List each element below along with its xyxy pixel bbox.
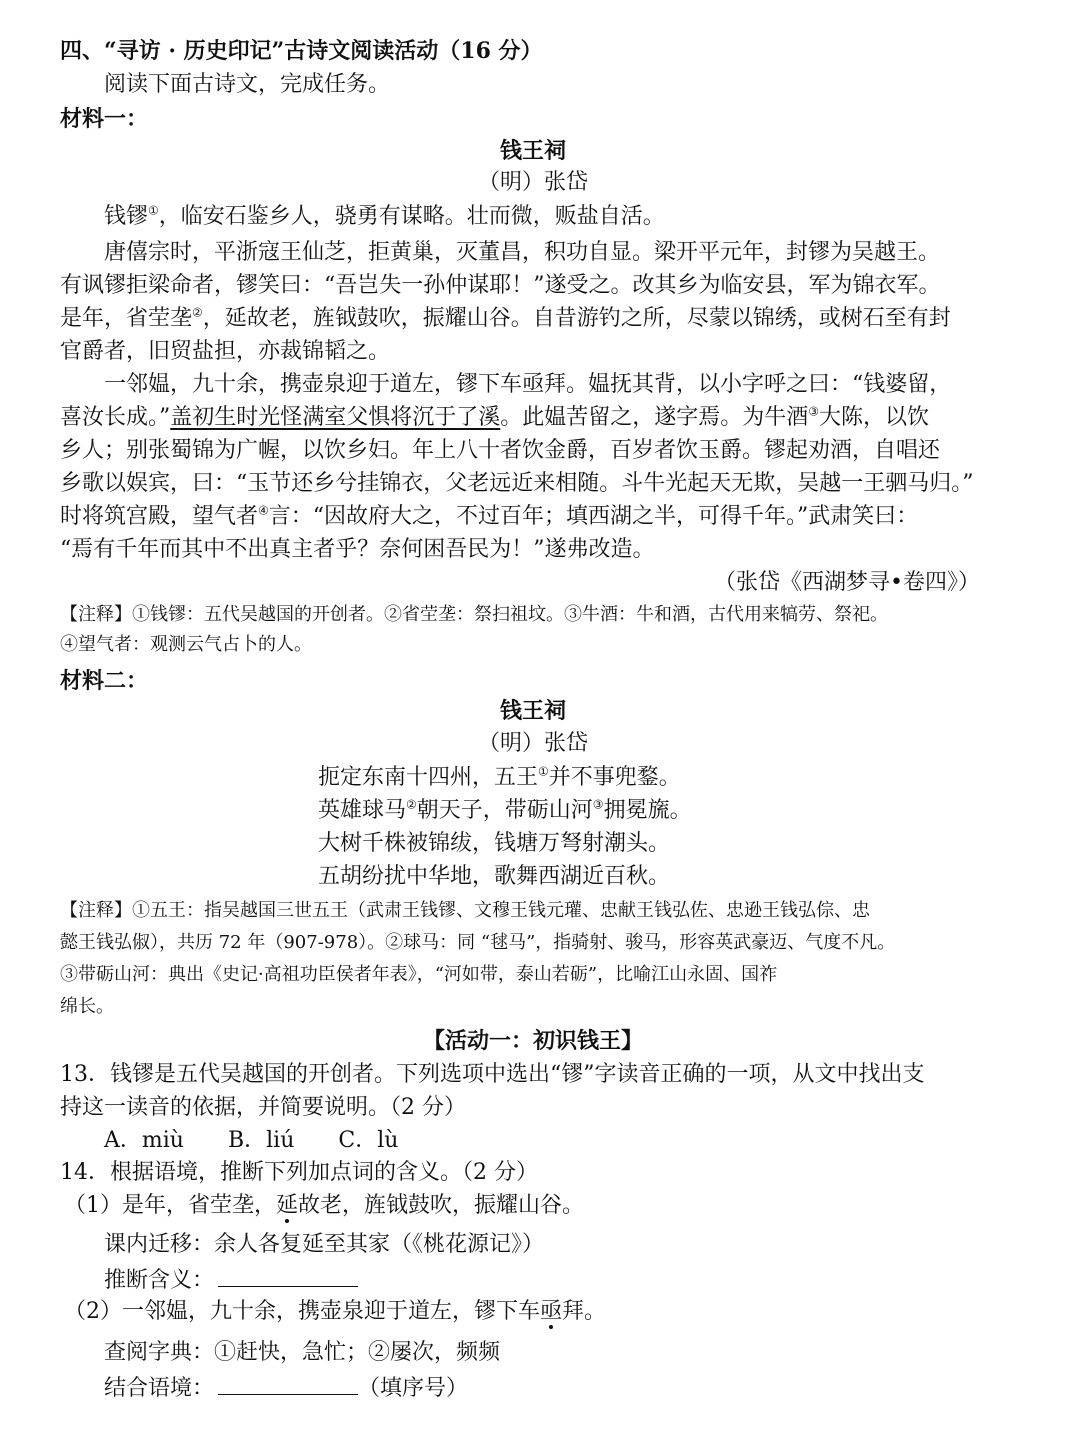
material1-p3-line1: 一邻媪，九十余，携壶泉迎于道左，镠下车亟拜。媪抚其背，以小字呼之曰：“钱婆留， [104, 372, 952, 397]
material1-p3-line5: 时将筑宫殿，望气者④言：“因故府大之，不过百年；填西湖之半，可得千年。”武肃笑曰： [60, 503, 919, 529]
poem-line-1: 扼定东南十四州，五王①并不事兜鍪。 [318, 764, 681, 790]
material1-author: （明）张岱 [477, 170, 588, 195]
option-a[interactable]: A．miù [104, 1128, 184, 1153]
material1-p3-line4: 乡歌以娱宾，曰：“玉节还乡兮挂锦衣，父老远近来相随。斗牛光起天无欺，吴越一王驷马归。” [60, 471, 974, 496]
material1-p3-line6: “焉有千年而其中不出真主者乎？奈何困吾民为！”遂弗改造。 [60, 537, 655, 562]
option-c[interactable]: C．lù [338, 1128, 399, 1153]
q14-2: （2）一邻媪，九十余，携壶泉迎于道左，镠下车亟拜。 [64, 1299, 607, 1324]
material2-note-line4: 绵长。 [60, 996, 114, 1017]
q14-2-dict: 查阅字典：①赶快，急忙；②屡次，频频 [104, 1340, 501, 1365]
material1-label: 材料一： [60, 106, 149, 132]
material1-p2-line2: 有讽镠拒梁命者，镠笑曰：“吾岂失一孙仲谋耶！”遂受之。改其乡为临安县，军为锦衣军。 [60, 273, 941, 298]
poem-line-2: 英雄球马②朝天子，带砺山河③拥冕旒。 [318, 797, 692, 823]
q14-1: （1）是年，省茔垄，延故老，旌钺鼓吹，振耀山谷。 [64, 1193, 585, 1218]
q14-stem: 14．根据语境，推断下列加点词的含义。（2 分） [60, 1160, 538, 1185]
q13-line1: 13．钱镠是五代吴越国的开创者。下列选项中选出“镠”字读音正确的一项，从文中找出支 [60, 1062, 925, 1087]
q13-options [104, 1126, 398, 1156]
instruction: 阅读下面古诗文，完成任务。 [104, 72, 391, 97]
q13-line2: 持这一读音的依据，并简要说明。（2 分） [60, 1095, 466, 1120]
material2-note-line1: 【注释】①五王：指吴越国三世五王（武肃王钱镠、文穆王钱元瓘、忠献王钱弘佐、忠逊王钱弘倧、忠 [60, 900, 870, 921]
poem-line-3: 大树千株被锦绂，钱塘万弩射潮头。 [318, 831, 671, 856]
underlined-sentence: 盖初生时光怪满室父惧将沉于了溪 [170, 405, 501, 430]
material1-p3-line2: 喜汝长成。”盖初生时光怪满室父惧将沉于了溪。此媪苦留之，遂字焉。为牛酒③大陈，以饮 [60, 404, 930, 430]
answer-blank-2[interactable] [218, 1372, 358, 1395]
material1-p2-line4: 官爵者，旧贸盐担，亦裁锦韬之。 [60, 339, 391, 364]
activity1-title: 【活动一：初识钱王】 [422, 1028, 643, 1054]
material2-note-line3: ③带砺山河：典出《史记·高祖功臣侯者年表》，“河如带，泰山若砺”，比喻江山永固、国祚 [60, 964, 778, 985]
material2-title: 钱王祠 [499, 698, 566, 724]
material1-p3-line3: 乡人；别张蜀锦为广幄，以饮乡妇。年上八十者饮金爵，百岁者饮玉爵。镠起劝酒，自唱还 [60, 438, 941, 463]
section-title: 四、“寻访 · 历史印记”古诗文阅读活动（16 分） [60, 38, 543, 64]
material1-note-line1: 【注释】①钱镠：五代吴越国的开创者。②省茔垄：祭扫祖坟。③牛酒：牛和酒，古代用来犒劳、祭祀。 [60, 604, 888, 625]
q14-1-transfer: 课内迁移：余人各复延至其家（《桃花源记》） [104, 1232, 545, 1257]
answer-blank-1[interactable] [218, 1264, 358, 1287]
material2-note-line2: 懿王钱弘俶），共历 72 年（907-978）。②球马：同 “毬马”，指骑射、骏马，形容英武豪迈、气度不凡。 [60, 932, 896, 953]
material1-p2-line1: 唐僖宗时，平浙寇王仙芝，拒黄巢，灭董昌，积功自显。梁开平元年，封镠为吴越王。 [104, 240, 941, 265]
material2-author: （明）张岱 [477, 731, 588, 756]
material1-note-line2: ④望气者：观测云气占卜的人。 [60, 634, 312, 655]
material1-p2-line3: 是年，省茔垄②，延故老，旌钺鼓吹，振耀山谷。自昔游钓之所，尽蒙以锦绣，或树石至有封 [60, 305, 951, 331]
q14-2-combine: 结合语境： （填序号） [104, 1372, 468, 1404]
material2-label: 材料二： [60, 668, 149, 694]
dotted-word-ji: 亟 [540, 1299, 563, 1324]
poem-line-4: 五胡纷扰中华地，歌舞西湖近百秋。 [318, 864, 671, 889]
material1-source: （张岱《西湖梦寻•卷四》） [714, 570, 980, 595]
material1-title: 钱王祠 [499, 138, 566, 164]
option-b[interactable]: B．liú [227, 1128, 295, 1153]
q14-1-infer: 推断含义： [104, 1264, 358, 1296]
dotted-word-yan: 延 [276, 1193, 299, 1218]
material1-p1: 钱镠①，临安石鉴乡人，骁勇有谋略。壮而微，贩盐自活。 [104, 203, 665, 229]
